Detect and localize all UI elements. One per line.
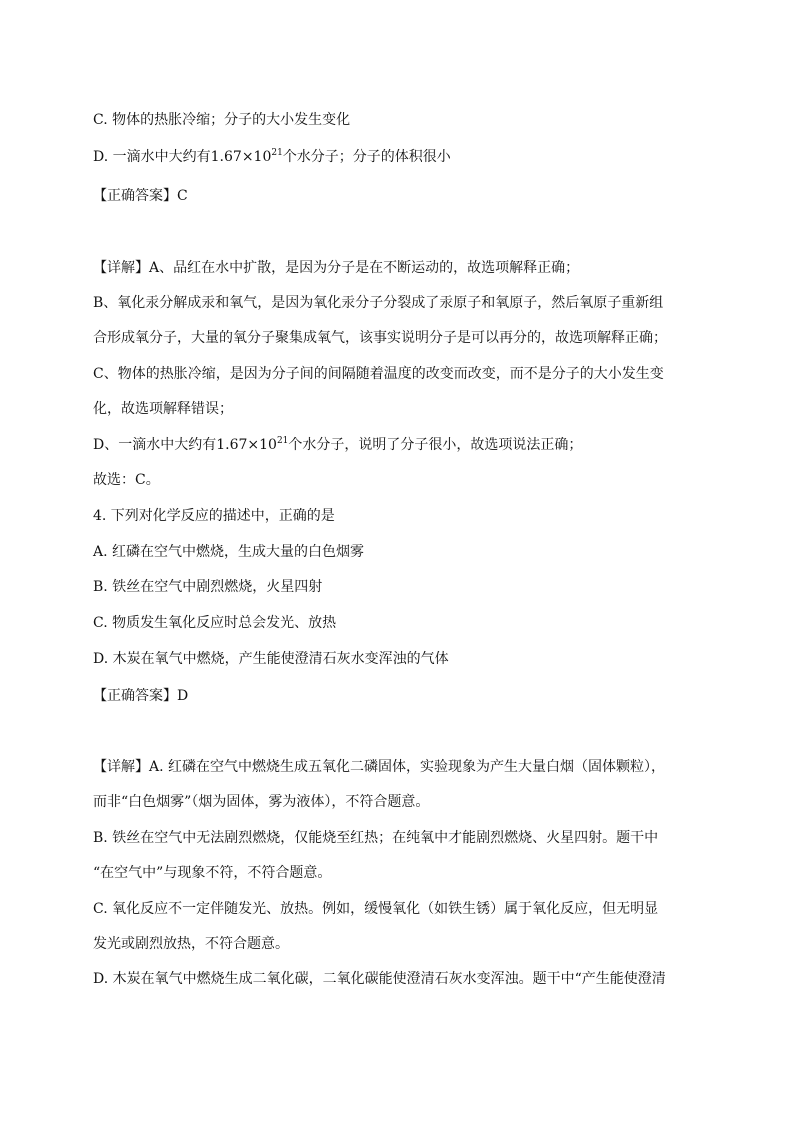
option-c: C. 物体的热胀冷缩；分子的大小发生变化: [93, 112, 351, 128]
option-d-num: 1.67×10: [210, 149, 272, 165]
option-d: [93, 147, 451, 169]
q4-explain-line: D. 木炭在氧气中燃烧生成二氧化碳，二氧化碳能使澄清石灰水变浑浊。题干中“产生能使澄清: [93, 971, 666, 987]
option-d-exp: 21: [271, 148, 283, 158]
q4-explain-line: 而非“白色烟雾”（烟为固体，雾为液体），不符合题意。: [93, 794, 430, 810]
explain-line: 【详解】A、品红在水中扩散，是因为分子是在不断运动的，故选项解释正确；: [93, 260, 580, 276]
q4-explain-line: 【详解】A. 红磷在空气中燃烧生成五氧化二磷固体，实验现象为产生大量白烟（固体颗粒），: [93, 759, 666, 775]
option-d-post: 个水分子；分子的体积很小: [282, 149, 451, 165]
q4-explain-line: B. 铁丝在空气中无法剧烈燃烧，仅能烧至红热；在纯氧中才能剧烈燃烧、火星四射。题干中: [93, 830, 659, 846]
explain-d-post: 个水分子，说明了分子很小，故选项说法正确；: [288, 437, 583, 453]
q4-option: D. 木炭在氧气中燃烧，产生能使澄清石灰水变浑浊的气体: [93, 651, 449, 667]
explain-line: B、氧化汞分解成汞和氧气，是因为氧化汞分子分裂成了汞原子和氧原子，然后氧原子重新组: [93, 295, 664, 311]
explain-line: C、物体的热胀冷缩，是因为分子间的间隔随着温度的改变而改变，而不是分子的大小发生变: [93, 366, 664, 382]
option-d-pre: D. 一滴水中大约有: [93, 149, 211, 165]
explain-line-d: [93, 435, 582, 457]
explain-line: 合形成氧分子，大量的氧分子聚集成氧气，该事实说明分子是可以再分的，故选项解释正确；: [93, 330, 667, 346]
explain-d-exp: 21: [276, 436, 289, 446]
q4-explain-line: C. 氧化反应不一定伴随发光、放热。例如，缓慢氧化（如铁生锈）属于氧化反应，但无明显: [93, 901, 659, 917]
answer-q3: 【正确答案】C: [93, 188, 188, 204]
explain-d-num: 1.67×10: [216, 437, 277, 453]
conclusion: 故选：C。: [93, 472, 160, 488]
explain-line: 化，故选项解释错误；: [93, 401, 233, 417]
q4-explain-line: 发光或剧烈放热，不符合题意。: [93, 936, 289, 952]
q4-option: B. 铁丝在空气中剧烈燃烧，火星四射: [93, 579, 323, 595]
explain-d-pre: D、一滴水中大约有: [93, 437, 217, 453]
q4-option: C. 物质发生氧化反应时总会发光、放热: [93, 615, 337, 631]
question-4: 4. 下列对化学反应的描述中，正确的是: [93, 508, 335, 524]
q4-option: A. 红磷在空气中燃烧，生成大量的白色烟雾: [93, 544, 365, 560]
answer-q4: 【正确答案】D: [93, 688, 189, 704]
q4-explain-line: “在空气中”与现象不符，不符合题意。: [93, 865, 332, 881]
